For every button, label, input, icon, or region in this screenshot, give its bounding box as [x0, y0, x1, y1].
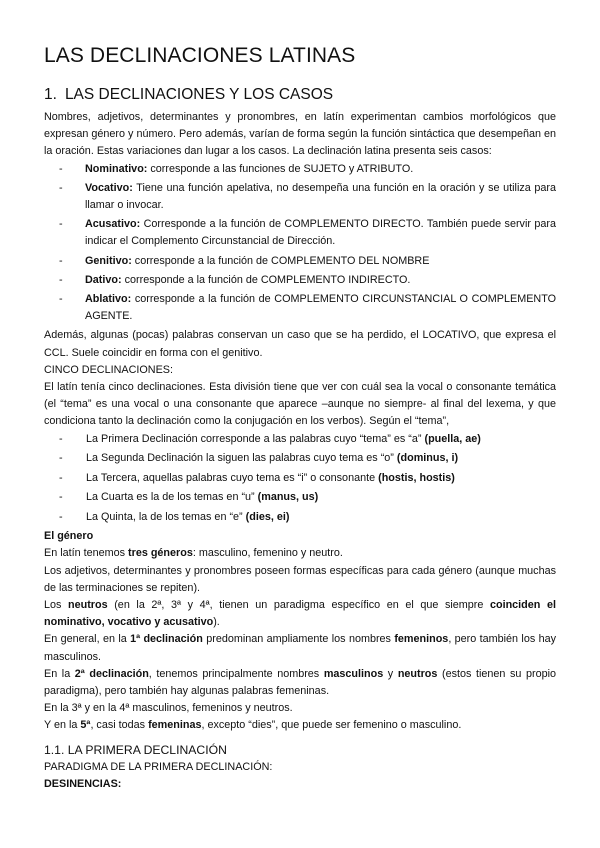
desinencias-label: DESINENCIAS:: [44, 777, 122, 790]
case-item: [59, 161, 556, 178]
section-1-number: 1.: [44, 86, 57, 103]
case-text: corresponde a las funciones de SUJETO y ATRIBUTO.: [147, 162, 414, 175]
case-text: Corresponde a la función de COMPLEMENTO DIRECTO. También puede servir para indicar el Complemento Circunstancial de Dirección.: [85, 218, 556, 248]
declension-text: La Tercera, aquellas palabras cuyo tema es “i” o consonante: [86, 471, 379, 484]
declension-example: (hostis, hostis): [378, 471, 455, 484]
cinco-declinaciones-heading: CINCO DECLINACIONES:: [44, 363, 173, 376]
declension-text: La Segunda Declinación la siguen las palabras cuyo tema es “o”: [86, 452, 397, 465]
cinco-declinaciones-intro: El latín tenía cinco declinaciones. Esta división tiene que ver con cuál sea la vocal o consonante temática (el “tema” es una vocal o una consonante que aparece –aunque no siempre- al final del lexema, y que condiciona tanto la declinación como la conjugación en los verbos). Según el “tema”,: [44, 381, 556, 428]
case-name: Ablativo:: [85, 293, 132, 306]
section-1-1-heading: 1.1. LA PRIMERA DECLINACIÓN: [44, 742, 227, 757]
declension-example: (manus, us): [257, 491, 319, 504]
declension-item: [59, 470, 556, 487]
declension-text: La Quinta, la de los temas en “e”: [86, 510, 246, 523]
case-text: Tiene una función apelativa, no desempeña una función en la oración y se utiliza para llamar o invocar.: [85, 181, 556, 212]
genero-p4: En general, en la 1ª declinación predominan ampliamente los nombres femeninos, pero también los hay masculinos.: [44, 633, 556, 663]
case-name: Acusativo:: [85, 218, 141, 231]
case-name: Genitivo:: [85, 254, 132, 267]
section-1-heading: [44, 86, 556, 104]
case-item: [59, 272, 556, 289]
case-name: Nominativo:: [85, 162, 148, 175]
declension-item: [59, 431, 556, 448]
genero-heading-text: El género: [44, 530, 94, 543]
declensions-list: [44, 431, 556, 526]
genero-p1: En latín tenemos tres géneros: masculino, femenino y neutro.: [44, 547, 343, 560]
case-text: corresponde a la función de COMPLEMENTO INDIRECTO.: [121, 273, 411, 286]
declension-item: [59, 489, 556, 506]
genero-heading: [44, 528, 556, 545]
genero-p5: En la 2ª declinación, tenemos principalmente nombres masculinos y neutros (estos tienen su propio paradigma), pero también hay algunas palabras femeninas.: [44, 667, 557, 697]
declension-item: [59, 509, 556, 526]
paradigma-label: PARADIGMA DE LA PRIMERA DECLINACIÓN:: [44, 760, 273, 773]
declension-text: La Cuarta es la de los temas en “u”: [86, 491, 258, 504]
cases-list: [44, 161, 556, 326]
declension-example: (dominus, i): [396, 452, 459, 465]
case-item: [59, 216, 556, 250]
declension-example: (dies, ei): [245, 510, 290, 523]
page-title: LAS DECLINACIONES LATINAS: [44, 44, 356, 67]
case-name: Vocativo:: [85, 181, 133, 194]
case-text: corresponde a la función de COMPLEMENTO DEL NOMBRE: [131, 254, 430, 267]
case-name: Dativo:: [85, 273, 122, 286]
declension-text: La Primera Declinación corresponde a las palabras cuyo “tema” es “a”: [86, 432, 425, 445]
genero-p6: En la 3ª y en la 4ª masculinos, femeninos y neutros.: [44, 702, 293, 715]
genero-p7: Y en la 5ª, casi todas femeninas, excepto “dies”, que puede ser femenino o masculino.: [44, 719, 462, 732]
cases-intro: Nombres, adjetivos, determinantes y pronombres, en latín experimentan cambios morfológicos que expresan género y número. Pero además, varían de forma según la función sintáctica que desempeñan en la oración. Estas variaciones dan lugar a los casos. La declinación latina presenta seis casos:: [44, 111, 556, 158]
section-1-title: LAS DECLINACIONES Y LOS CASOS: [64, 86, 334, 103]
genero-p2: Los adjetivos, determinantes y pronombres poseen formas específicas para cada género (aunque muchas de las terminaciones se repiten).: [44, 564, 556, 594]
case-item: [59, 291, 556, 325]
genero-p3: Los neutros (en la 2ª, 3ª y 4ª, tienen un paradigma específico en el que siempre coinciden el nominativo, vocativo y acusativo).: [44, 598, 556, 629]
case-item: [59, 253, 556, 270]
locativo-paragraph: Además, algunas (pocas) palabras conservan un caso que se ha perdido, el LOCATIVO, que expresa el CCL. Suele coincidir en forma con el genitivo.: [44, 329, 556, 359]
declension-example: (puella, ae): [424, 432, 481, 445]
case-item: [59, 180, 556, 214]
declension-item: [59, 450, 556, 467]
case-text: corresponde a la función de COMPLEMENTO CIRCUNSTANCIAL O COMPLEMENTO AGENTE.: [85, 293, 556, 323]
